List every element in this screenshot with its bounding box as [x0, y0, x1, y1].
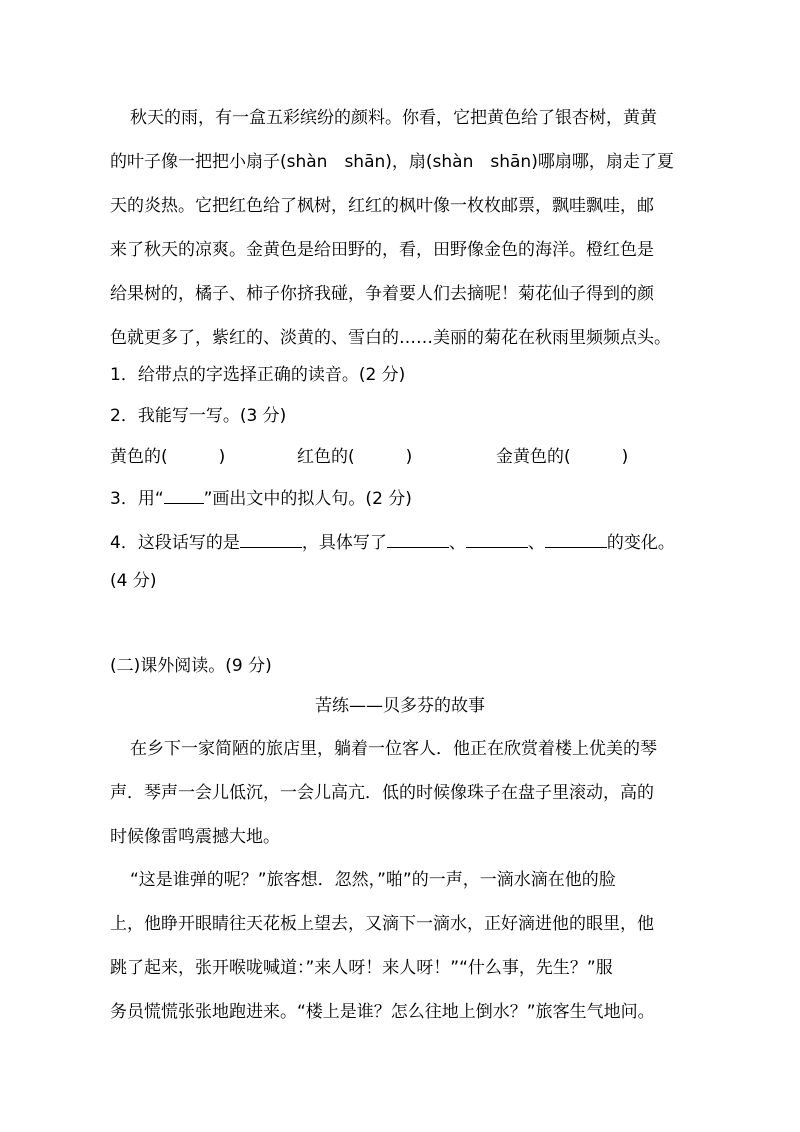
underline-sample [164, 487, 204, 504]
passage1-line: 色就更多了，紫红的、淡黄的、雪白的……美丽的菊花在秋雨里频频点头。 [110, 328, 671, 348]
question-4-mid: ，具体写了 [301, 533, 387, 553]
question-4-prefix: 4．这段话写的是 [110, 533, 240, 553]
story-line: 务员慌慌张张地跑进来。“楼上是谁？怎么往地上倒水？”旅客生气地问。 [110, 1002, 655, 1022]
question-4 [110, 531, 675, 554]
answer-blank[interactable] [545, 531, 607, 548]
passage1-line: 天的炎热。它把红色给了枫树，红红的枫叶像一枚枚邮票，飘哇飘哇，邮 [110, 196, 654, 216]
passage1-line: 来了秋天的凉爽。金黄色是给田野的，看，田野像金色的海洋。橙红色是 [110, 240, 654, 260]
answer-blank[interactable] [387, 531, 449, 548]
question-4-suffix: 的变化。 [606, 533, 675, 553]
question-4-sep: 、 [448, 533, 466, 553]
passage1-line: 的叶子像一把把小扇子(shàn shān)，扇(shàn shān)哪扇哪，扇走了夏 [110, 152, 674, 172]
passage1-line: 给果树的，橘子、柿子你挤我碰，争着要人们去摘呢！菊花仙子得到的颜 [110, 284, 654, 304]
question-3 [110, 487, 412, 510]
passage1-line: 秋天的雨，有一盒五彩缤纷的颜料。你看，它把黄色给了银杏树，黄黄 [130, 108, 657, 128]
story-line: 时候像雷鸣震撼大地。 [110, 827, 280, 847]
question-1: 1．给带点的字选择正确的读音。(2 分) [110, 365, 406, 385]
story-line: 跳了起来，张开喉咙喊道：”来人呀！来人呀！”“什么事，先生？”服 [110, 958, 613, 978]
question-3-suffix: ”画出文中的拟人句。(2 分) [203, 489, 412, 509]
answer-blank[interactable] [240, 531, 302, 548]
story-line: 声．琴声一会儿低沉，一会儿高亢．低的时候像珠子在盘子里滚动，高的 [110, 783, 654, 803]
story-line: 在乡下一家简陋的旅店里，躺着一位客人．他正在欣赏着楼上优美的琴 [130, 739, 657, 759]
question-4-score: (4 分) [110, 571, 157, 591]
answer-blank[interactable] [466, 531, 528, 548]
section-heading: (二)课外阅读。(9 分) [110, 656, 272, 676]
question-3-prefix: 3．用“ [110, 489, 164, 509]
question-4-sep: 、 [527, 533, 545, 553]
fill-yellow[interactable]: 黄色的( ) [110, 447, 226, 467]
story-line: 上，他睁开眼睛往天花板上望去，又滴下一滴水，正好滴进他的眼里，他 [110, 914, 654, 934]
fill-red[interactable]: 红色的( ) [297, 447, 413, 467]
story-line: “这是谁弹的呢？”旅客想．忽然，”啪”的一声，一滴水滴在他的脸 [130, 870, 616, 890]
fill-golden[interactable]: 金黄色的( ) [496, 447, 629, 467]
question-2: 2．我能写一写。(3 分) [110, 406, 287, 426]
story-title: 苦练——贝多芬的故事 [315, 696, 485, 716]
